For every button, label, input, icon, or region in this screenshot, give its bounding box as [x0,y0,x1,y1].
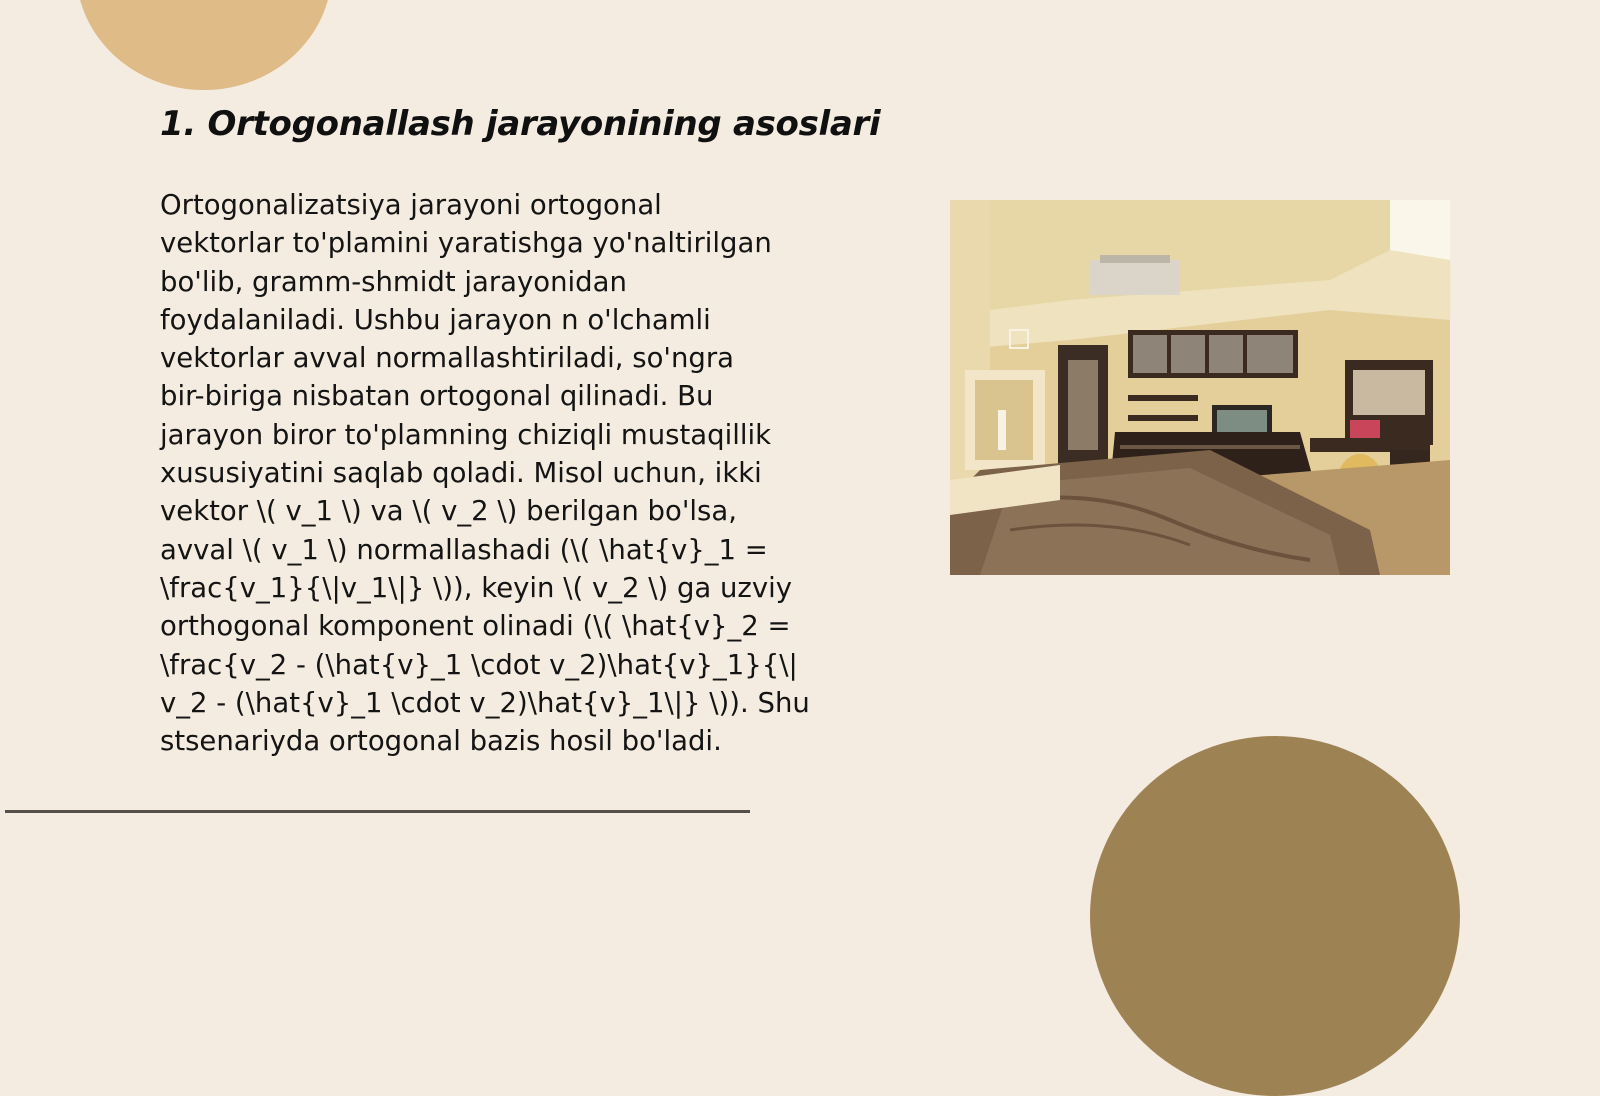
divider-line [5,810,750,813]
decorative-circle-top [76,0,332,90]
slide-title: 1. Ortogonallash jarayonining asoslari [160,104,881,144]
decorative-circle-bottom [1090,736,1460,1096]
slide-body-text: Ortogonalizatsiya jarayoni ortogonal vektorlar to'plamini yaratishga yo'naltirilgan bo'lib, gramm-shmidt jarayonidan foydalaniladi. Ushbu jarayon n o'lchamli vektorlar avval normallashtiriladi, so'ngra bir-biriga nisbatan ortogonal qilinadi. Bu jarayon biror to'plamning chiziqli mustaqillik xususiyatini saqlab qoladi. Misol uchun, ikki vektor \( v_1 \) va \( v_2 \) berilgan bo'lsa, avval \( v_1 \) normallashadi (\( \hat{v}_1 = \frac{v_1}{\|v_1\|} \)), keyin \( v_2 \) ga uzviy orthogonal komponent olinadi (\( \hat{v}_2 = \frac{v_2 - (\hat{v}_1 \cdot v_2)\hat{v}_1}{\| v_2 - (\hat{v}_1 \cdot v_2)\hat{v}_1\|} \)). Shu stsenariyda ortogonal bazis hosil bo'ladi. [160,189,810,758]
bedroom-interior-photo [950,200,1450,575]
